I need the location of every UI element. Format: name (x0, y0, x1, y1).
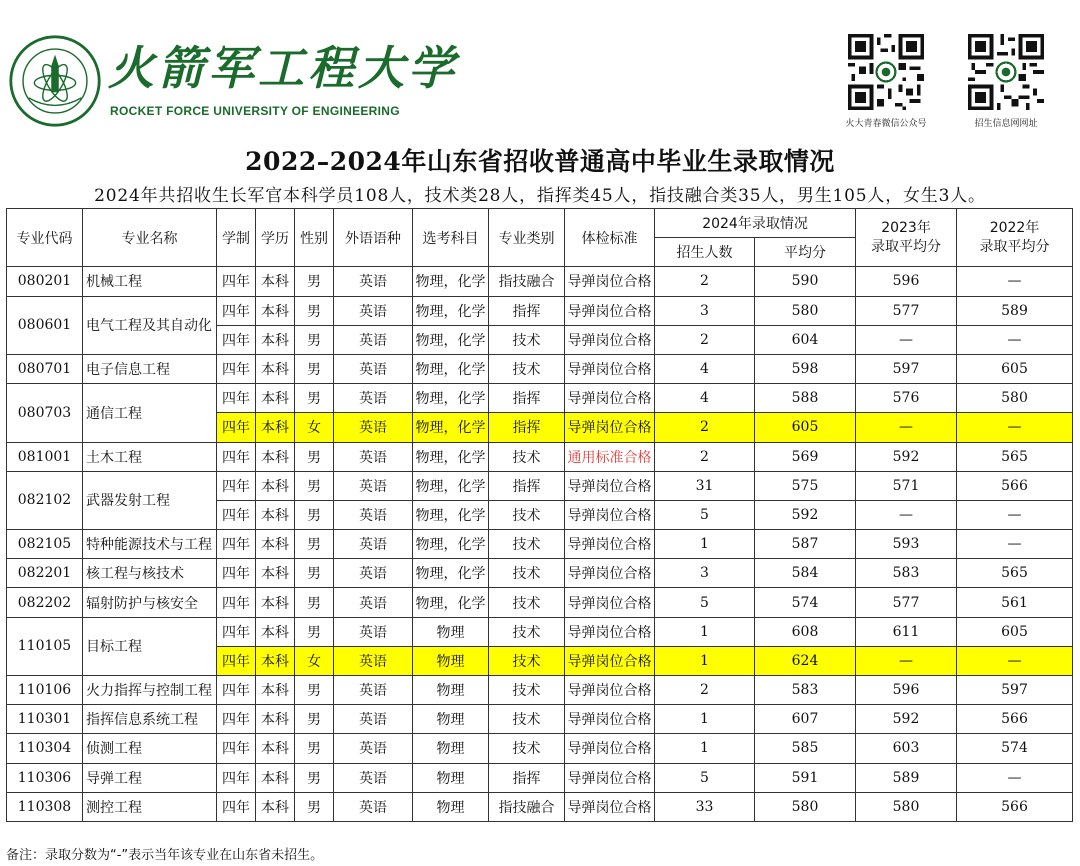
cell-category: 指挥 (489, 296, 565, 325)
cell-physical: 导弹岗位合格 (565, 413, 655, 442)
cell-duration: 四年 (217, 530, 256, 559)
cell-physical: 导弹岗位合格 (565, 588, 655, 617)
cell-language: 英语 (334, 559, 413, 588)
cell-gender: 男 (295, 384, 334, 413)
cell-degree: 本科 (256, 384, 295, 413)
cell-subjects: 物理，化学 (413, 267, 489, 296)
cell-major-code: 110304 (7, 734, 83, 763)
cell-count: 3 (655, 559, 755, 588)
cell-y2022: — (957, 413, 1073, 442)
qr-caption-website: 招生信息网网址 (974, 119, 1038, 129)
cell-y2023: 596 (856, 267, 957, 296)
cell-degree: 本科 (256, 267, 295, 296)
cell-duration: 四年 (217, 617, 256, 646)
cell-language: 英语 (334, 617, 413, 646)
cell-count: 33 (655, 792, 755, 821)
cell-subjects: 物理 (413, 763, 489, 792)
cell-y2023: 577 (856, 296, 957, 325)
cell-subjects: 物理 (413, 705, 489, 734)
cell-y2023: 576 (856, 384, 957, 413)
cell-subjects: 物理 (413, 734, 489, 763)
cell-physical: 导弹岗位合格 (565, 763, 655, 792)
cell-count: 3 (655, 296, 755, 325)
cell-y2023: 596 (856, 676, 957, 705)
table-row (7, 588, 1073, 617)
cell-major-name: 辐射防护与核安全 (83, 588, 217, 617)
table-row (7, 471, 1073, 500)
cell-subjects: 物理，化学 (413, 588, 489, 617)
cell-avg: 591 (755, 763, 856, 792)
cell-duration: 四年 (217, 559, 256, 588)
cell-degree: 本科 (256, 617, 295, 646)
cell-avg: 590 (755, 267, 856, 296)
cell-avg: 588 (755, 384, 856, 413)
cell-count: 1 (655, 530, 755, 559)
cell-major-code: 082105 (7, 530, 83, 559)
cell-count: 5 (655, 763, 755, 792)
cell-avg: 584 (755, 559, 856, 588)
cell-gender: 男 (295, 559, 334, 588)
cell-y2022: 580 (957, 384, 1073, 413)
cell-major-code: 110306 (7, 763, 83, 792)
cell-y2023: — (856, 413, 957, 442)
cell-major-name: 电子信息工程 (83, 354, 217, 383)
cell-y2023: 577 (856, 588, 957, 617)
cell-major-name: 电气工程及其自动化 (83, 296, 217, 354)
cell-category: 指挥 (489, 384, 565, 413)
header-name: 专业名称 (83, 209, 217, 267)
table-row (7, 296, 1073, 325)
cell-count: 31 (655, 471, 755, 500)
page-subtitle: 2024年共招收生长军官本科学员108人，技术类28人，指挥类45人，指技融合类35人，男生105人，女生3人。 (94, 186, 986, 206)
cell-category: 技术 (489, 354, 565, 383)
cell-language: 英语 (334, 354, 413, 383)
cell-subjects: 物理，化学 (413, 471, 489, 500)
cell-category: 技术 (489, 705, 565, 734)
cell-duration: 四年 (217, 734, 256, 763)
cell-count: 4 (655, 354, 755, 383)
cell-gender: 男 (295, 296, 334, 325)
cell-y2022: — (957, 267, 1073, 296)
cell-y2023: — (856, 500, 957, 529)
cell-degree: 本科 (256, 559, 295, 588)
cell-gender: 女 (295, 413, 334, 442)
cell-degree: 本科 (256, 413, 295, 442)
cell-category: 技术 (489, 734, 565, 763)
table-row (7, 267, 1073, 296)
cell-y2023: 597 (856, 354, 957, 383)
cell-degree: 本科 (256, 705, 295, 734)
cell-major-code: 082201 (7, 559, 83, 588)
cell-gender: 男 (295, 500, 334, 529)
cell-physical: 导弹岗位合格 (565, 705, 655, 734)
cell-y2023: 611 (856, 617, 957, 646)
cell-avg: 608 (755, 617, 856, 646)
cell-language: 英语 (334, 471, 413, 500)
university-name-logo: 火箭军工程大学 (108, 41, 458, 95)
cell-avg: 592 (755, 500, 856, 529)
cell-major-name: 通信工程 (83, 384, 217, 442)
cell-physical: 导弹岗位合格 (565, 617, 655, 646)
cell-major-code: 110106 (7, 676, 83, 705)
cell-y2023: 592 (856, 705, 957, 734)
cell-major-name: 武器发射工程 (83, 471, 217, 529)
cell-duration: 四年 (217, 705, 256, 734)
table-row (7, 792, 1073, 821)
cell-major-code: 082202 (7, 588, 83, 617)
table-row (7, 763, 1073, 792)
cell-major-code: 080701 (7, 354, 83, 383)
cell-category: 指技融合 (489, 267, 565, 296)
cell-y2023: 593 (856, 530, 957, 559)
header-2024-avg: 平均分 (755, 238, 856, 267)
cell-subjects: 物理，化学 (413, 354, 489, 383)
cell-avg: 605 (755, 413, 856, 442)
cell-category: 技术 (489, 530, 565, 559)
cell-degree: 本科 (256, 296, 295, 325)
table-row (7, 617, 1073, 646)
cell-y2022: — (957, 646, 1073, 675)
cell-y2023: — (856, 646, 957, 675)
qr-code-icon (848, 34, 924, 110)
cell-avg: 574 (755, 588, 856, 617)
cell-gender: 男 (295, 442, 334, 471)
cell-y2022: 566 (957, 792, 1073, 821)
header-code: 专业代码 (7, 209, 83, 267)
cell-degree: 本科 (256, 500, 295, 529)
cell-count: 2 (655, 413, 755, 442)
cell-subjects: 物理 (413, 617, 489, 646)
cell-avg: 569 (755, 442, 856, 471)
cell-degree: 本科 (256, 442, 295, 471)
cell-category: 指挥 (489, 763, 565, 792)
header-subjects: 选考科目 (413, 209, 489, 267)
cell-language: 英语 (334, 763, 413, 792)
table-body (7, 267, 1073, 822)
cell-count: 2 (655, 442, 755, 471)
cell-avg: 607 (755, 705, 856, 734)
cell-degree: 本科 (256, 763, 295, 792)
cell-y2022: 566 (957, 471, 1073, 500)
header-2023: 2023年 录取平均分 (856, 209, 957, 267)
cell-physical: 导弹岗位合格 (565, 384, 655, 413)
cell-count: 1 (655, 705, 755, 734)
header-duration: 学制 (217, 209, 256, 267)
cell-physical: 导弹岗位合格 (565, 734, 655, 763)
cell-gender: 男 (295, 617, 334, 646)
cell-duration: 四年 (217, 384, 256, 413)
cell-y2022: — (957, 500, 1073, 529)
header-2024-group: 2024年录取情况 (655, 209, 856, 238)
cell-degree: 本科 (256, 354, 295, 383)
university-english-name: ROCKET FORCE UNIVERSITY OF ENGINEERING (110, 104, 400, 118)
cell-major-code: 110301 (7, 705, 83, 734)
cell-physical: 导弹岗位合格 (565, 676, 655, 705)
cell-physical: 通用标准合格 (565, 442, 655, 471)
cell-language: 英语 (334, 676, 413, 705)
cell-y2022: 574 (957, 734, 1073, 763)
cell-gender: 男 (295, 792, 334, 821)
cell-avg: 580 (755, 792, 856, 821)
cell-category: 技术 (489, 617, 565, 646)
cell-language: 英语 (334, 705, 413, 734)
cell-major-code: 080201 (7, 267, 83, 296)
cell-physical: 导弹岗位合格 (565, 325, 655, 354)
cell-count: 1 (655, 646, 755, 675)
cell-major-code: 080703 (7, 384, 83, 442)
cell-gender: 男 (295, 471, 334, 500)
cell-gender: 男 (295, 267, 334, 296)
cell-y2023: 583 (856, 559, 957, 588)
cell-major-name: 机械工程 (83, 267, 217, 296)
cell-degree: 本科 (256, 471, 295, 500)
cell-degree: 本科 (256, 588, 295, 617)
cell-degree: 本科 (256, 734, 295, 763)
cell-major-name: 火力指挥与控制工程 (83, 676, 217, 705)
cell-major-name: 土木工程 (83, 442, 217, 471)
cell-duration: 四年 (217, 676, 256, 705)
cell-physical: 导弹岗位合格 (565, 530, 655, 559)
cell-gender: 女 (295, 646, 334, 675)
cell-physical: 导弹岗位合格 (565, 354, 655, 383)
table-row (7, 705, 1073, 734)
cell-subjects: 物理，化学 (413, 442, 489, 471)
cell-duration: 四年 (217, 500, 256, 529)
header-gender: 性别 (295, 209, 334, 267)
cell-subjects: 物理 (413, 792, 489, 821)
cell-count: 1 (655, 734, 755, 763)
cell-major-name: 测控工程 (83, 792, 217, 821)
cell-physical: 导弹岗位合格 (565, 559, 655, 588)
cell-category: 技术 (489, 646, 565, 675)
cell-physical: 导弹岗位合格 (565, 646, 655, 675)
cell-duration: 四年 (217, 646, 256, 675)
cell-y2022: — (957, 530, 1073, 559)
cell-subjects: 物理，化学 (413, 296, 489, 325)
page-header (0, 0, 1080, 140)
cell-duration: 四年 (217, 354, 256, 383)
cell-major-name: 目标工程 (83, 617, 217, 675)
cell-count: 2 (655, 267, 755, 296)
cell-degree: 本科 (256, 792, 295, 821)
cell-avg: 604 (755, 325, 856, 354)
cell-avg: 580 (755, 296, 856, 325)
cell-avg: 585 (755, 734, 856, 763)
cell-physical: 导弹岗位合格 (565, 267, 655, 296)
cell-gender: 男 (295, 325, 334, 354)
cell-avg: 575 (755, 471, 856, 500)
cell-y2022: 605 (957, 354, 1073, 383)
cell-major-name: 核工程与核技术 (83, 559, 217, 588)
cell-y2023: 580 (856, 792, 957, 821)
cell-gender: 男 (295, 676, 334, 705)
cell-subjects: 物理，化学 (413, 530, 489, 559)
cell-y2022: 566 (957, 705, 1073, 734)
header-category: 专业类别 (489, 209, 565, 267)
admission-table (6, 208, 1073, 822)
cell-y2023: 571 (856, 471, 957, 500)
cell-physical: 导弹岗位合格 (565, 471, 655, 500)
cell-count: 5 (655, 500, 755, 529)
cell-language: 英语 (334, 646, 413, 675)
cell-gender: 男 (295, 705, 334, 734)
cell-category: 技术 (489, 676, 565, 705)
cell-language: 英语 (334, 267, 413, 296)
cell-major-code: 110105 (7, 617, 83, 675)
cell-language: 英语 (334, 500, 413, 529)
cell-degree: 本科 (256, 676, 295, 705)
cell-language: 英语 (334, 325, 413, 354)
cell-duration: 四年 (217, 763, 256, 792)
cell-language: 英语 (334, 442, 413, 471)
cell-gender: 男 (295, 734, 334, 763)
cell-category: 指挥 (489, 471, 565, 500)
page-title: 2022–2024年山东省招收普通高中毕业生录取情况 (245, 147, 835, 176)
cell-category: 技术 (489, 500, 565, 529)
cell-count: 2 (655, 676, 755, 705)
footnote: 备注：录取分数为“-”表示当年该专业在山东省未招生。 (6, 848, 324, 863)
cell-major-code: 081001 (7, 442, 83, 471)
cell-count: 1 (655, 617, 755, 646)
cell-physical: 导弹岗位合格 (565, 296, 655, 325)
cell-y2022: 561 (957, 588, 1073, 617)
cell-duration: 四年 (217, 792, 256, 821)
cell-avg: 598 (755, 354, 856, 383)
table-row (7, 442, 1073, 471)
cell-duration: 四年 (217, 588, 256, 617)
cell-major-code: 080601 (7, 296, 83, 354)
cell-y2022: 597 (957, 676, 1073, 705)
cell-subjects: 物理，化学 (413, 559, 489, 588)
header-2024-count: 招生人数 (655, 238, 755, 267)
cell-subjects: 物理 (413, 676, 489, 705)
cell-avg: 587 (755, 530, 856, 559)
cell-y2023: 592 (856, 442, 957, 471)
cell-duration: 四年 (217, 296, 256, 325)
cell-avg: 624 (755, 646, 856, 675)
cell-duration: 四年 (217, 267, 256, 296)
cell-subjects: 物理，化学 (413, 325, 489, 354)
table-row (7, 734, 1073, 763)
cell-major-name: 指挥信息系统工程 (83, 705, 217, 734)
cell-subjects: 物理，化学 (413, 413, 489, 442)
cell-category: 指技融合 (489, 792, 565, 821)
cell-subjects: 物理，化学 (413, 384, 489, 413)
cell-y2022: 565 (957, 559, 1073, 588)
cell-duration: 四年 (217, 325, 256, 354)
cell-y2022: 589 (957, 296, 1073, 325)
header-physical: 体检标准 (565, 209, 655, 267)
cell-duration: 四年 (217, 442, 256, 471)
cell-category: 技术 (489, 588, 565, 617)
university-seal-icon (8, 34, 102, 128)
cell-y2023: — (856, 325, 957, 354)
cell-y2023: 603 (856, 734, 957, 763)
cell-degree: 本科 (256, 646, 295, 675)
qr-code-icon (968, 34, 1044, 110)
cell-count: 5 (655, 588, 755, 617)
header-2022: 2022年 录取平均分 (957, 209, 1073, 267)
cell-degree: 本科 (256, 325, 295, 354)
cell-y2023: 589 (856, 763, 957, 792)
cell-gender: 男 (295, 588, 334, 617)
cell-language: 英语 (334, 384, 413, 413)
cell-language: 英语 (334, 792, 413, 821)
table-row (7, 384, 1073, 413)
cell-y2022: 605 (957, 617, 1073, 646)
cell-major-name: 导弹工程 (83, 763, 217, 792)
qr-caption-wechat: 火大青春微信公众号 (845, 119, 927, 129)
table-header (7, 209, 1073, 267)
cell-major-code: 082102 (7, 471, 83, 529)
cell-language: 英语 (334, 413, 413, 442)
table-row (7, 530, 1073, 559)
cell-major-code: 110308 (7, 792, 83, 821)
cell-subjects: 物理，化学 (413, 500, 489, 529)
header-language: 外语语种 (334, 209, 413, 267)
cell-count: 2 (655, 325, 755, 354)
cell-language: 英语 (334, 588, 413, 617)
header-degree: 学历 (256, 209, 295, 267)
cell-category: 技术 (489, 559, 565, 588)
cell-duration: 四年 (217, 471, 256, 500)
cell-physical: 导弹岗位合格 (565, 500, 655, 529)
cell-y2022: — (957, 763, 1073, 792)
cell-gender: 男 (295, 763, 334, 792)
cell-major-name: 侦测工程 (83, 734, 217, 763)
table-row (7, 354, 1073, 383)
cell-language: 英语 (334, 734, 413, 763)
cell-category: 技术 (489, 325, 565, 354)
cell-count: 4 (655, 384, 755, 413)
cell-gender: 男 (295, 354, 334, 383)
cell-language: 英语 (334, 296, 413, 325)
cell-major-name: 特种能源技术与工程 (83, 530, 217, 559)
cell-duration: 四年 (217, 413, 256, 442)
cell-category: 指挥 (489, 413, 565, 442)
table-row (7, 676, 1073, 705)
cell-degree: 本科 (256, 530, 295, 559)
cell-avg: 583 (755, 676, 856, 705)
cell-subjects: 物理 (413, 646, 489, 675)
table-row (7, 559, 1073, 588)
cell-language: 英语 (334, 530, 413, 559)
cell-physical: 导弹岗位合格 (565, 792, 655, 821)
cell-y2022: — (957, 325, 1073, 354)
cell-gender: 男 (295, 530, 334, 559)
cell-category: 技术 (489, 442, 565, 471)
cell-y2022: 565 (957, 442, 1073, 471)
